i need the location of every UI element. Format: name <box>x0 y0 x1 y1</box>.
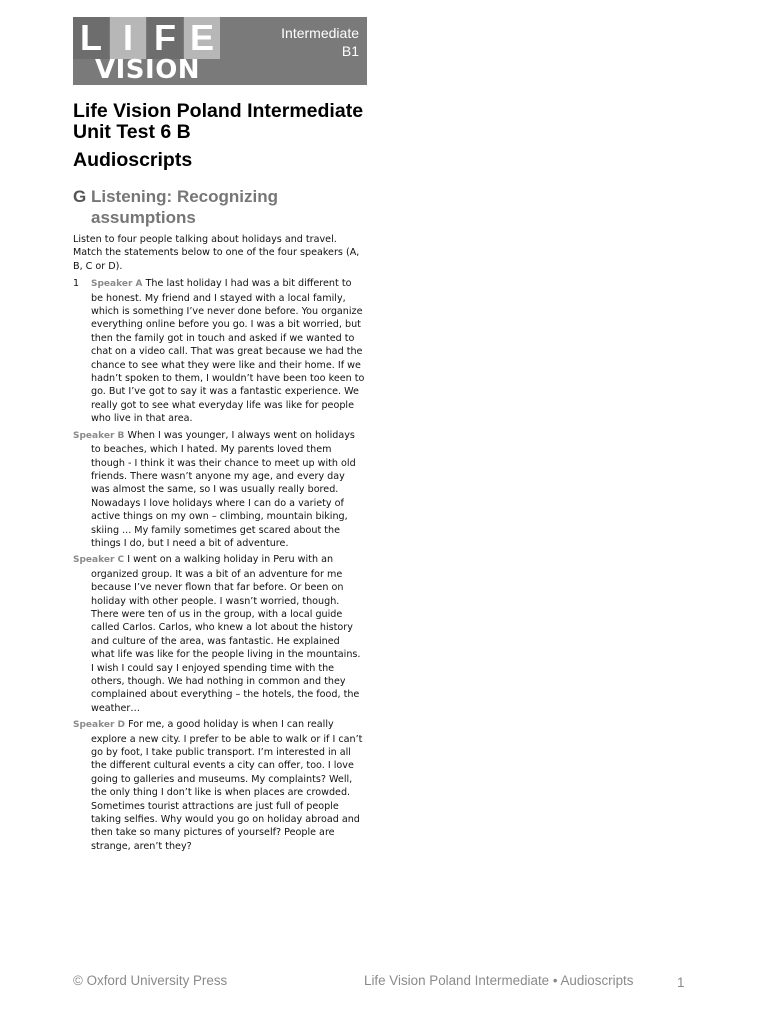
speaker-a-script <box>73 277 365 425</box>
section-heading <box>73 187 373 228</box>
speaker-label: Speaker A <box>91 279 143 290</box>
speaker-text: I went on a walking holiday in Peru with an organized group. It was a bit of an adventure for me because I’ve never flown that far before. Or been on holiday with other people. I wasn’t worried, though. There were ten of us in the group, with a local guide called Carlos. Carlos, who knew a lot about the history and culture of the area, was fantastic. He explained what life was like for the people living in the mountains. I wish I could say I enjoyed spending time with the others, though. We had nothing in common and they complained about everything – the hotels, the food, the weather… <box>91 554 361 714</box>
speaker-label: Speaker D <box>73 720 125 731</box>
section-title: Listening: Recognizing assumptions <box>91 187 278 227</box>
document-title: Life Vision Poland Intermediate Unit Test 6 B <box>73 100 364 143</box>
footer-copyright: © Oxford University Press <box>73 973 228 988</box>
instructions: Listen to four people talking about holidays and travel. Match the statements below to one of the four speakers (A, B, C or D). <box>73 234 360 272</box>
page-number: 1 <box>677 975 685 990</box>
logo-letter-i: I <box>110 17 146 59</box>
logo-word: VISION <box>95 55 201 85</box>
speaker-b-script <box>73 429 365 551</box>
level-name: Intermediate <box>281 25 359 41</box>
footer-document-name: Life Vision Poland Intermediate • Audioscripts <box>364 973 634 988</box>
logo-banner <box>73 17 367 85</box>
logo-tiles <box>73 17 225 59</box>
section-letter: G <box>73 187 87 206</box>
level-label <box>281 24 359 60</box>
speaker-text: The last holiday I had was a bit different to be honest. My friend and I stayed with a local family, which is something I’ve never done before. You organize everything online before you go. I was a bit worried, but then the family got in touch and asked if we wanted to chat on a video call. That was great because we had the chance to see what they were like and their home. If we hadn’t spoken to them, I wouldn’t have been too keen to go. But I’ve got to say it was a fantastic experience. We really got to see what everyday life was like for people who live in that area. <box>91 278 365 425</box>
logo-letter-e: E <box>184 17 220 59</box>
speaker-text: When I was younger, I always went on holidays to beaches, which I hated. My parents loved them though - I think it was their chance to meet up with old friends. There wasn’t anyone my age, and every day was almost the same, so I was usually really bored. Nowadays I love holidays where I can do a variety of active things on my own – climbing, mountain biking, skiing ... My family sometimes get scared about the things I do, but I need a bit of adventure. <box>91 429 356 549</box>
speaker-label: Speaker C <box>73 555 125 566</box>
audioscript-content <box>73 233 365 856</box>
speaker-text: For me, a good holiday is when I can really explore a new city. I prefer to be able to walk or if I can’t go by foot, I take public transport. I’m interested in all the different cultural events a city can offer, too. I love going to galleries and museums. My complaints? Well, the only thing I don’t like is when places are crowded. Sometimes tourist attractions are just full of people taking selfies. Why would you go on holiday abroad and then take so many pictures of yourself? People are strange, aren’t they? <box>91 719 363 852</box>
speaker-label: Speaker B <box>73 430 125 441</box>
logo-letter-l: L <box>73 17 109 59</box>
speaker-c-script <box>73 553 365 715</box>
logo-letter-f: F <box>147 17 183 59</box>
level-code: B1 <box>341 43 359 59</box>
speaker-d-script <box>73 718 365 853</box>
item-number: 1 <box>73 278 80 290</box>
document-subtitle: Audioscripts <box>73 149 193 171</box>
